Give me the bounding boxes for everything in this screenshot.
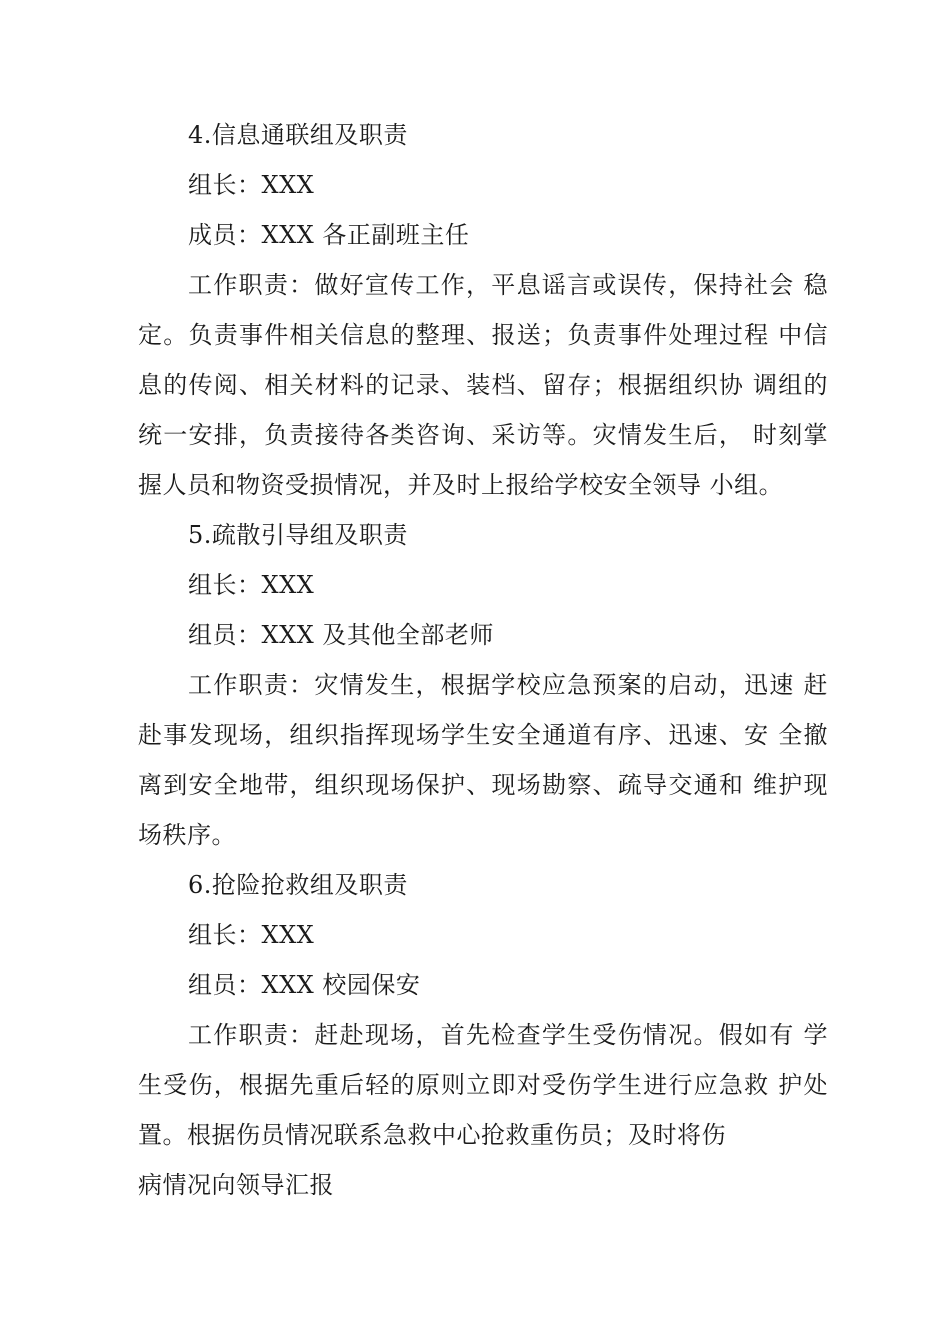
- section-heading: 6.抢险抢救组及职责: [188, 871, 408, 899]
- duty-line: 握人员和物资受损情况，并及时上报给学校安全领导 小组。: [138, 471, 784, 499]
- duty-line: 定。负责事件相关信息的整理、报送；负责事件处理过程 中信: [138, 321, 828, 349]
- group-leader: 组长：XXX: [188, 571, 315, 599]
- duty-line: 息的传阅、相关材料的记录、装档、留存；根据组织协 调组的: [138, 371, 828, 399]
- duty-line: 生受伤，根据先重后轻的原则立即对受伤学生进行应急救 护处: [138, 1071, 828, 1099]
- duty-line: 病情况向领导汇报: [138, 1171, 334, 1199]
- group-members: 成员：XXX 各正副班主任: [188, 221, 470, 249]
- duty-line: 场秩序。: [138, 821, 236, 849]
- group-leader: 组长：XXX: [188, 171, 315, 199]
- duty-line: 工作职责：赶赴现场，首先检查学生受伤情况。假如有 学: [188, 1021, 828, 1049]
- duty-line: 置。根据伤员情况联系急救中心抢救重伤员；及时将伤: [138, 1121, 726, 1149]
- section-heading: 5.疏散引导组及职责: [188, 521, 408, 549]
- duty-line: 赴事发现场，组织指挥现场学生安全通道有序、迅速、安 全撤: [138, 721, 828, 749]
- duty-line: 工作职责：灾情发生，根据学校应急预案的启动，迅速 赶: [188, 671, 828, 699]
- duty-line: 工作职责：做好宣传工作，平息谣言或误传，保持社会 稳: [188, 271, 828, 299]
- duty-line: 统一安排，负责接待各类咨询、采访等。灾情发生后， 时刻掌: [138, 421, 828, 449]
- group-members: 组员：XXX 校园保安: [188, 971, 421, 999]
- group-leader: 组长：XXX: [188, 921, 315, 949]
- section-heading: 4.信息通联组及职责: [188, 121, 408, 149]
- group-members: 组员：XXX 及其他全部老师: [188, 621, 494, 649]
- duty-line: 离到安全地带，组织现场保护、现场勘察、疏导交通和 维护现: [138, 771, 828, 799]
